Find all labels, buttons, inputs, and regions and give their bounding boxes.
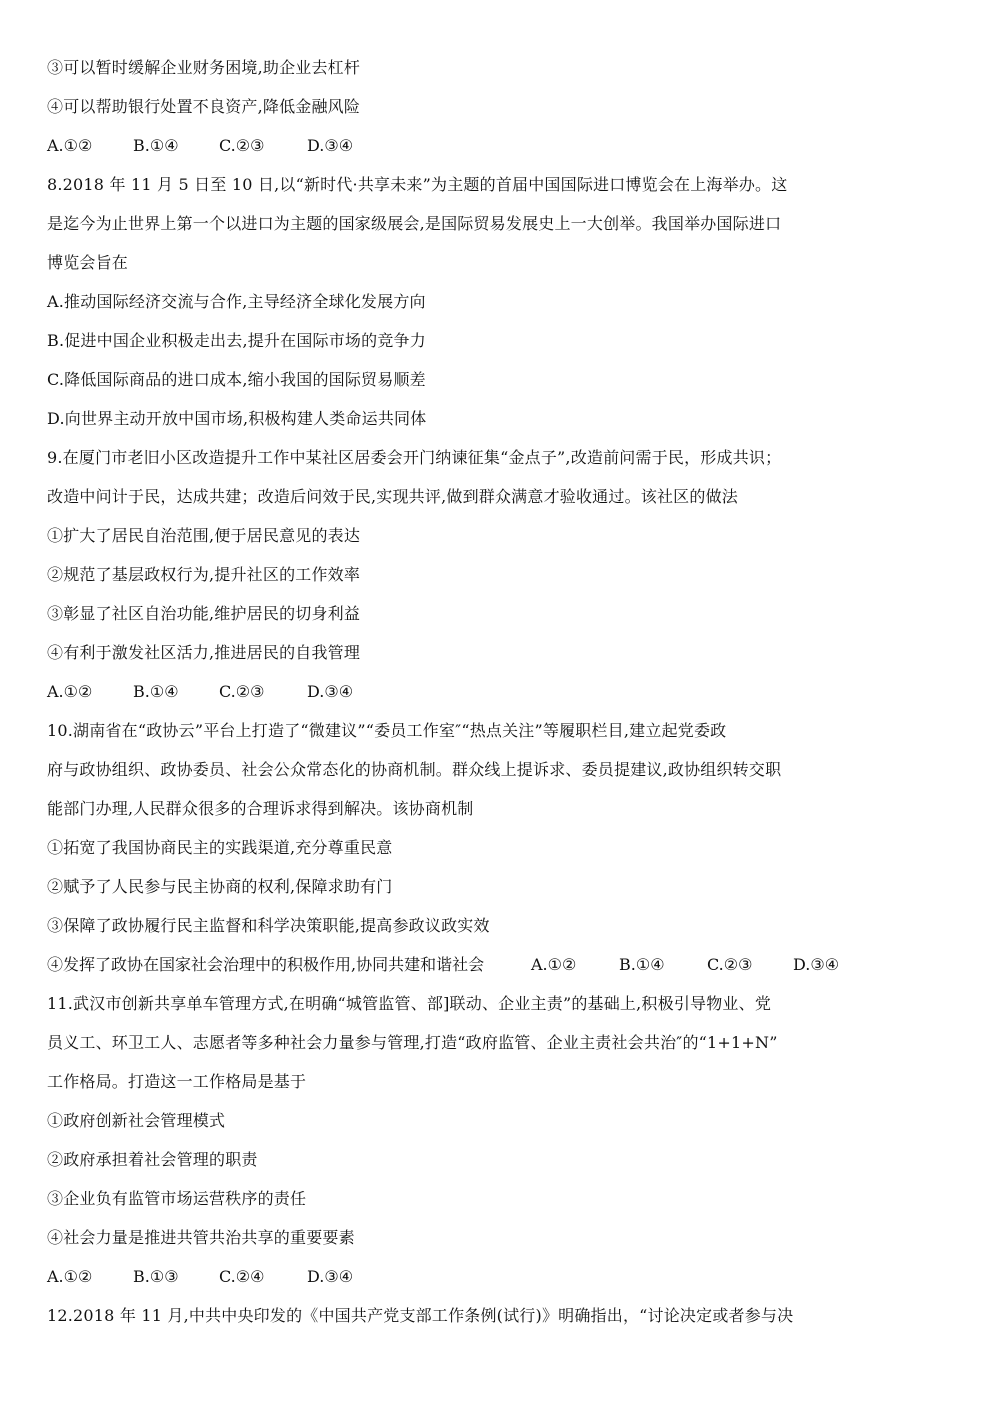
- option-c: C.②④: [219, 1267, 265, 1286]
- q8-stem-line-2: 是迄今为止世界上第一个以进口为主题的国家级展会,是国际贸易发展史上一大创举。我国举办国际进口: [47, 214, 782, 233]
- option-c: C.②③: [707, 955, 753, 974]
- option-d: D.③④: [307, 136, 354, 155]
- q9-item-1: ①扩大了居民自治范围,便于居民意见的表达: [47, 526, 361, 545]
- q11-stem-line-3: 工作格局。打造这一工作格局是基于: [47, 1072, 307, 1091]
- option-c: C.②③: [219, 682, 265, 701]
- option-d: D.③④: [793, 955, 840, 974]
- q10-stem-line-1: 10.湖南省在“政协云”平台上打造了“微建议”“委员工作室″“热点关注”等履职栏目,建立起党委政: [47, 721, 727, 740]
- q9-item-3: ③彰显了社区自治功能,维护居民的切身利益: [47, 604, 361, 623]
- q10-item-4: ④发挥了政协在国家社会治理中的积极作用,协同共建和谐社会: [47, 955, 485, 974]
- q8-choice-c: C.降低国际商品的进口成本,缩小我国的国际贸易顺差: [47, 370, 426, 389]
- q8-choice-b: B.促进中国企业积极走出去,提升在国际市场的竞争力: [47, 331, 426, 350]
- q9-stem-line-2: 改造中问计于民，达成共建；改造后问效于民,实现共评,做到群众满意才验收通过。该社区的做法: [47, 487, 738, 506]
- q10-item-2: ②赋予了人民参与民主协商的权利,保障求助有门: [47, 877, 393, 896]
- option-b: B.①④: [133, 136, 179, 155]
- q9-item-4: ④有利于激发社区活力,推进居民的自我管理: [47, 643, 361, 662]
- q11-item-1: ①政府创新社会管理模式: [47, 1111, 226, 1130]
- q11-stem-line-2: 员义工、环卫工人、志愿者等多种社会力量参与管理,打造“政府监管、企业主责社会共治″的“1+1+N”: [47, 1033, 778, 1052]
- q8-stem-line-1: 8.2018 年 11 月 5 日至 10 日,以“新时代·共享未来”为主题的首届中国国际进口博览会在上海举办。这: [47, 175, 788, 194]
- option-a: A.①②: [531, 955, 577, 974]
- q10-item-4-with-options: [47, 955, 857, 975]
- q8-choice-a: A.推动国际经济交流与合作,主导经济全球化发展方向: [47, 292, 426, 311]
- option-b: B.①④: [619, 955, 665, 974]
- q8-choice-d: D.向世界主动开放中国市场,积极构建人类命运共同体: [47, 409, 427, 428]
- q12-stem-line-1: 12.2018 年 11 月,中共中央印发的《中国共产党支部工作条例(试行)》明确指出，“讨论决定或者参与决: [47, 1306, 794, 1325]
- q8-stem-line-3: 博览会旨在: [47, 253, 129, 272]
- q9-stem-line-1: 9.在厦门市老旧小区改造提升工作中某社区居委会开门纳谏征集“金点子”,改造前问需于民，形成共识；: [47, 448, 782, 467]
- q10-item-3: ③保障了政协履行民主监督和科学决策职能,提高参政议政实效: [47, 916, 490, 935]
- option-a: A.①②: [47, 136, 93, 155]
- q11-item-2: ②政府承担着社会管理的职责: [47, 1150, 258, 1169]
- option-a: A.①②: [47, 1267, 93, 1286]
- option-b: B.①④: [133, 682, 179, 701]
- q9-item-2: ②规范了基层政权行为,提升社区的工作效率: [47, 565, 361, 584]
- q10-item-1: ①拓宽了我国协商民主的实践渠道,充分尊重民意: [47, 838, 393, 857]
- option-c: C.②③: [219, 136, 265, 155]
- option-d: D.③④: [307, 682, 354, 701]
- q11-stem-line-1: 11.武汉市创新共享单车管理方式,在明确“城管监管、部]联动、企业主责”的基础上,积极引导物业、党: [47, 994, 772, 1013]
- q10-stem-line-2: 府与政协组织、政协委员、社会公众常态化的协商机制。群众线上提诉求、委员提建议,政协组织转交职: [47, 760, 782, 779]
- option-a: A.①②: [47, 682, 93, 701]
- option-b: B.①③: [133, 1267, 179, 1286]
- q7-item-3: ③可以暂时缓解企业财务困境,助企业去杠杆: [47, 58, 361, 77]
- q11-item-4: ④社会力量是推进共管共治共享的重要要素: [47, 1228, 355, 1247]
- option-d: D.③④: [307, 1267, 354, 1286]
- q10-stem-line-3: 能部门办理,人民群众很多的合理诉求得到解决。该协商机制: [47, 799, 474, 818]
- q7-item-4: ④可以帮助银行处置不良资产,降低金融风险: [47, 97, 361, 116]
- q11-item-3: ③企业负有监管市场运营秩序的责任: [47, 1189, 307, 1208]
